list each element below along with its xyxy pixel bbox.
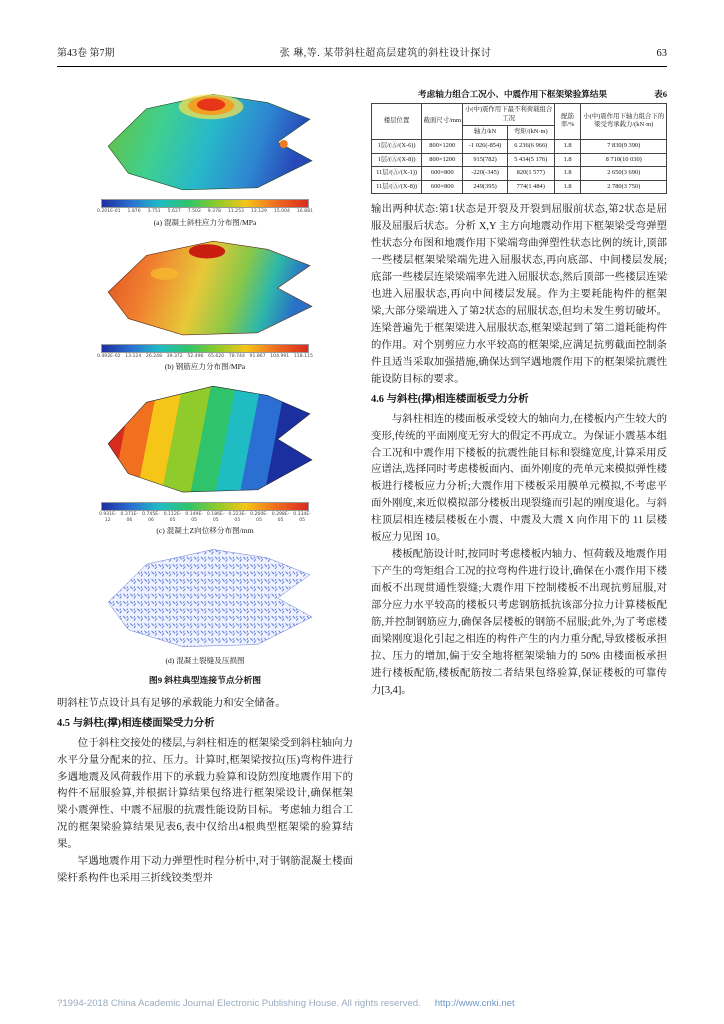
colorbar-tick: 11.253: [227, 209, 244, 214]
colorbar-tick: 9.378: [207, 209, 221, 214]
table-cell: 600×800: [422, 167, 463, 181]
table-cell: 7 830(9 390): [581, 139, 667, 153]
table-header: 小(中)震作用下最不利荷载组合工况: [463, 104, 554, 126]
paragraph-continuation: 输出两种状态:第1状态是开裂及开裂到屈服前状态,第2状态是屈服及屈服后状态。分析 X,Y 主方向地震动作用下框架梁受弯弹塑性状态分布图和地震作用下梁端弯曲弹塑性状态比例的统计,顶部一些楼层框架梁梁端先进入屈服状态,再向底部、中间楼层发展;底部一些楼层连梁梁端率先进入屈服状态,然后顶部一些楼层连梁也进入屈服状态,再向中间楼层发展。作为主要耗能构件的框架梁,大部分梁端进入了第2状态的屈服状态,但均未发生剪切破坏。连梁普遍先于框架梁进入屈服状态,框架梁起到了第二道耗能构件的作用。对个别剪应力水平较高的框架梁,应满足抗剪截面控制条件且适当采取加强措施,确保达到罕遇地震作用下的框架梁抗震性能设防目标的要求。: [371, 204, 667, 386]
colorbar-tick: 65.620: [208, 353, 225, 359]
table-subheader: 轴力/kN: [463, 126, 507, 140]
fea-contour-concrete-stress: [94, 86, 316, 196]
section-heading-4-6: 4.6 与斜柱(撑)相连楼面板受力分析: [371, 393, 529, 405]
paragraph: 位于斜柱交接处的楼层,与斜柱相连的框架梁受到斜柱轴向力水平分量分配来的拉、压力。计算时,框架梁按拉(压)弯构件进行多遇地震及风荷载作用下的承载力验算和设防烈度地震作用下的构件不屈服验算,并根据计算结果包络进行框架梁设计,确保框架梁小震弹性、中震不屈服的抗震性能设防目标。考虑轴力组合工况的框架梁验算结果见表6,表中仅给出4根典型框架梁的验算结果。: [57, 737, 353, 851]
colorbar-tick: 0.201E-01: [97, 209, 121, 214]
fea-contour-z-displacement: [94, 377, 316, 499]
table-cell: 249(395): [463, 180, 507, 194]
table-cell: -220(-345): [463, 167, 507, 181]
colorbar-ticks-a: [97, 209, 313, 215]
table-6: [371, 103, 667, 194]
table-header: 配筋率/%: [554, 104, 581, 140]
table-cell: 800×1200: [422, 139, 463, 153]
subfigure-label-b: (b) 钢筋应力分布图/MPa: [164, 362, 246, 371]
section-heading-4-5: 4.5 与斜柱(撑)相连楼面梁受力分析: [57, 717, 215, 729]
journal-issue: 第43卷 第7期: [57, 48, 115, 59]
table-cell: 600×800: [422, 180, 463, 194]
table-cell: 2 780(3 750): [581, 180, 667, 194]
colorbar-tick: 91.867: [249, 353, 266, 359]
fea-crack-pattern: [94, 541, 316, 653]
subfigure-label-d: (d) 混凝土裂缝及压损图: [165, 656, 245, 665]
table-header: 楼层位置: [372, 104, 422, 140]
colorbar-tick: 0.186E-05: [206, 512, 225, 523]
colorbar-tick: 0.371E-06: [120, 512, 139, 523]
colorbar-tick: 0.745E-06: [142, 512, 160, 523]
figure9-panel-a: [57, 86, 353, 228]
colorbar-c: [101, 502, 309, 511]
colorbar-tick: 13.124: [125, 353, 142, 359]
table-cell: 8 710(10 030): [581, 153, 667, 167]
figure9-panel-b: [57, 233, 353, 373]
colorbar-tick: 16.881: [296, 209, 313, 214]
figure9-panel-d: [57, 541, 353, 666]
table-cell: 800×1200: [422, 153, 463, 167]
figure9-caption: 图9 斜柱典型连接节点分析图: [148, 675, 262, 685]
page-header: [57, 44, 667, 67]
table-header: 截面尺寸/mm: [422, 104, 463, 140]
paragraph: 楼板配筋设计时,按同时考虑楼板内轴力、恒荷载及地震作用下产生的弯矩组合工况的拉弯构件进行设计,确保在小震作用下楼面板不出现贯通性裂缝;大震作用下控制楼板不出现抗剪屈服,对部分应力水平较高的楼板只考虑钢筋抵抗该部分拉力计算楼板配筋,并控制钢筋应力,确保各层楼板的钢筋不屈服;此外,为了考虑楼面梁刚度退化引起之相连的构件产生的内力重分配,导致楼板承担拉、压力的增加,偏于安全地将框架梁轴力的 50% 由楼面板承担进行楼板配筋,楼板配筋按二者结果包络验算,保证楼板的可靠传力[3,4]。: [371, 549, 667, 696]
table-row: [372, 167, 667, 181]
colorbar-a: [101, 199, 309, 208]
table-cell: 11层/(Ⓐ/(X-1)): [372, 167, 422, 181]
running-title: 张 琳,等. 某带斜柱超高层建筑的斜柱设计探讨: [279, 48, 492, 59]
table-row: [372, 139, 667, 153]
table-cell: 915(782): [463, 153, 507, 167]
subfigure-label-c: (c) 混凝土Z向位移分布图/mm: [156, 526, 254, 535]
table-cell: 1.8: [554, 167, 581, 181]
table-cell: 1.8: [554, 139, 581, 153]
page-number: 63: [656, 48, 667, 59]
figure9-panel-c: [57, 377, 353, 536]
colorbar-tick: 0.149E-05: [185, 512, 204, 523]
paragraph: 罕遇地震作用下动力弹塑性时程分析中,对于钢筋混凝土楼面梁杆系构件也采用三折线铰类型并: [57, 856, 353, 885]
colorbar-tick: 0.298E-05: [271, 512, 290, 523]
colorbar-tick: 13.129: [250, 209, 267, 214]
copyright-footer: [57, 998, 684, 1009]
colorbar-tick: 104.991: [270, 353, 290, 359]
table-cell: 11层/(Ⓐ/(X-8)): [372, 180, 422, 194]
table-row: [372, 153, 667, 167]
table-header: 小(中)震作用下轴力组合下的梁受弯承载力/(kN·m): [581, 104, 667, 140]
table-cell: 5 434(5 176): [507, 153, 554, 167]
copyright-text: ?1994-2018 China Academic Journal Electronic Publishing House. All rights reserved.: [57, 998, 421, 1009]
colorbar-tick: 15.004: [273, 209, 290, 214]
table6-title-text: 考虑轴力组合工况小、中震作用下框架梁验算结果: [418, 89, 608, 99]
paragraph-continuation: 明斜柱节点设计具有足够的承载能力和安全储备。: [57, 698, 286, 709]
colorbar-tick: 0.223E-05: [228, 512, 247, 523]
two-column-body: [57, 86, 667, 888]
table-cell: 6 236(6 966): [507, 139, 554, 153]
table-cell: 2 650(3 690): [581, 167, 667, 181]
subfigure-label-a: (a) 混凝土斜柱应力分布图/MPa: [153, 217, 257, 227]
colorbar-tick: 0.492E-02: [97, 353, 121, 359]
table-subheader: 弯矩/(kN·m): [507, 126, 554, 140]
paragraph: 与斜柱相连的楼面板承受较大的轴向力,在楼板内产生较大的变形,传统的平面刚度无穷大的假定不再成立。为保证小震基本组合工况和中震作用下楼板的抗震性能目标和裂缝宽度,计算采用反应谱法,选择同时考虑楼板面内、面外刚度的壳单元来模拟弹性楼板进行楼板应力分析;大震作用下楼板采用膜单元模拟,不考虑平面外刚度,来近似模拟部分楼板出现裂缝而引起的刚度退化。与斜柱顶层相连楼层楼板在小震、中震及大震 X 向作用下的 11 层楼板应力见图 10。: [371, 413, 667, 544]
colorbar-tick: 78.744: [228, 353, 245, 359]
colorbar-tick: 39.372: [166, 353, 183, 359]
colorbar-ticks-b: [97, 354, 313, 360]
colorbar-b: [101, 344, 309, 353]
table-cell: 1.8: [554, 153, 581, 167]
colorbar-tick: 0.334E-05: [293, 512, 311, 523]
colorbar-tick: 0.112E-05: [163, 512, 182, 523]
colorbar-tick: 52.496: [187, 353, 204, 359]
table-row: [372, 180, 667, 194]
table-cell: 820(1 577): [507, 167, 554, 181]
colorbar-tick: 26.248: [145, 353, 162, 359]
colorbar-tick: 0.931E-12: [98, 512, 117, 523]
fea-contour-rebar-stress: [94, 233, 316, 341]
table-cell: 774(1 484): [507, 180, 554, 194]
colorbar-tick: 0.260E-05: [250, 512, 268, 523]
table6-title: [371, 88, 667, 100]
table-cell: 1.8: [554, 180, 581, 194]
cnki-link[interactable]: http://www.cnki.net: [434, 998, 515, 1009]
left-column: [57, 86, 353, 888]
table-cell: 1层/(Ⓐ/(X-8)): [372, 153, 422, 167]
right-column: [371, 86, 667, 888]
colorbar-tick: 3.751: [147, 209, 161, 214]
colorbar-tick: 7.502: [187, 209, 201, 214]
colorbar-tick: 1.876: [127, 209, 141, 214]
table6-label: 表6: [654, 89, 667, 99]
colorbar-tick: 5.627: [167, 209, 181, 214]
colorbar-ticks-c: [97, 512, 313, 523]
colorbar-tick: 118.115: [293, 353, 313, 359]
table-cell: -1 026(-854): [463, 139, 507, 153]
table-cell: 1层/(Ⓐ/(X-6)): [372, 139, 422, 153]
